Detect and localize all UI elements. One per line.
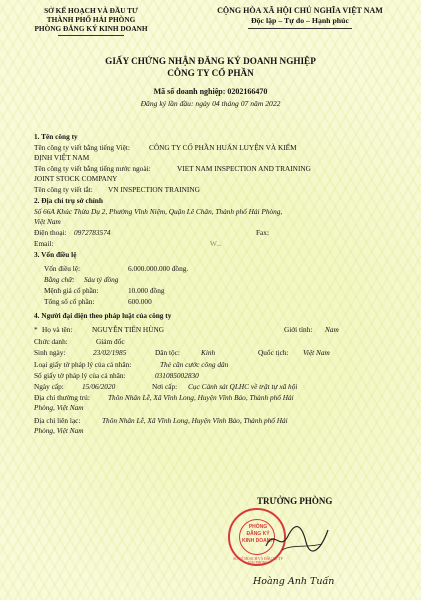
- dob-value: 23/02/1985: [93, 348, 127, 357]
- position-value: Giám đốc: [96, 337, 125, 346]
- total-shares-label: Tổng số cổ phần:: [44, 297, 95, 306]
- par-value: 10.000 đồng: [128, 286, 165, 295]
- vn-name-line-1: CÔNG TY CỔ PHẦN HUẤN LUYỆN VÀ KIỂM: [149, 143, 297, 152]
- permanent-address-line-2: Phòng, Việt Nam: [34, 403, 84, 412]
- position-label: Chức danh:: [34, 337, 68, 346]
- section-3-heading: 3. Vốn điều lệ: [34, 250, 77, 259]
- id-type-label: Loại giấy tờ pháp lý của cá nhân:: [34, 360, 132, 369]
- section-4-heading: 4. Người đại diện theo pháp luật của công ty: [34, 311, 172, 320]
- issue-date-value: 15/06/2020: [82, 382, 116, 391]
- bullet-icon: *: [34, 325, 38, 334]
- rep-name-label: Họ và tên:: [42, 325, 73, 334]
- capital-in-words-label: Bằng chữ:: [44, 275, 75, 284]
- ethnicity-label: Dân tộc:: [155, 348, 180, 357]
- dob-label: Sinh ngày:: [34, 348, 66, 357]
- phone-value: 0972783574: [74, 228, 111, 237]
- issue-place-value: Cục Cảnh sát QLHC về trật tự xã hội: [188, 382, 298, 391]
- par-value-label: Mệnh giá cổ phần:: [44, 286, 99, 295]
- permanent-address-label: Địa chỉ thường trú:: [34, 393, 90, 402]
- id-number-value: 031085002830: [155, 371, 199, 380]
- total-shares: 600.000: [128, 297, 152, 306]
- ethnicity-value: Kinh: [201, 348, 216, 357]
- section-1-heading: 1. Tên công ty: [34, 132, 78, 141]
- seal-text-3: KINH DOANH: [242, 538, 274, 544]
- vn-name-line-2: ĐỊNH VIỆT NAM: [34, 153, 90, 162]
- rep-name: NGUYỄN TIẾN HÙNG: [92, 325, 165, 334]
- contact-address-label: Địa chỉ liên lạc:: [34, 416, 81, 425]
- charter-capital-label: Vốn điều lệ:: [44, 264, 81, 273]
- issuer-line-3: PHÒNG ĐĂNG KÝ KINH DOANH: [34, 24, 148, 33]
- phone-label: Điện thoại:: [34, 228, 67, 237]
- seal-text-2: ĐĂNG KÝ: [246, 531, 270, 537]
- capital-in-words: Sáu tỷ đồng: [84, 275, 119, 284]
- issuer-divider: [58, 35, 124, 36]
- permanent-address-line-1: Thôn Nhân Lễ, Xã Vĩnh Long, Huyện Vĩnh Bảo, Thành phố Hải: [108, 393, 294, 402]
- nationality-value: Việt Nam: [303, 348, 330, 357]
- contact-address-line-1: Thôn Nhân Lễ, Xã Vĩnh Long, Huyện Vĩnh Bảo, Thành phố Hải: [102, 416, 288, 425]
- first-registration-date: Đăng ký lần đầu: ngày 04 tháng 07 năm 2022: [140, 99, 281, 108]
- gender-label: Giới tính:: [284, 325, 313, 334]
- issuer-line-2: THÀNH PHỐ HẢI PHÒNG: [46, 15, 136, 24]
- nationality-label: Quốc tịch:: [258, 348, 289, 357]
- signature-scribble: [262, 522, 332, 558]
- issuer-line-1: SỞ KẾ HOẠCH VÀ ĐẦU TƯ: [44, 6, 138, 15]
- country-name: CỘNG HÒA XÃ HỘI CHỦ NGHĨA VIỆT NAM: [217, 6, 383, 15]
- en-name-label: Tên công ty viết bằng tiếng nước ngoài:: [34, 164, 151, 173]
- en-name-line-1: VIET NAM INSPECTION AND TRAINING: [177, 164, 311, 173]
- gender-value: Nam: [325, 325, 339, 334]
- signatory-title: TRƯỞNG PHÒNG: [257, 496, 333, 506]
- short-name-label: Tên công ty viết tắt:: [34, 185, 93, 194]
- fax-label: Fax:: [256, 228, 269, 237]
- contact-address-line-2: Phòng, Việt Nam: [34, 426, 84, 435]
- seal-text-1: PHÒNG: [248, 524, 268, 530]
- motto: Độc lập – Tự do – Hạnh phúc: [251, 16, 349, 25]
- document-title: GIẤY CHỨNG NHẬN ĐĂNG KÝ DOANH NGHIỆP: [105, 56, 316, 66]
- short-name: VN INSPECTION TRAINING: [108, 185, 200, 194]
- company-type: CÔNG TY CỔ PHẦN: [167, 68, 254, 78]
- website-label: W...: [210, 239, 222, 248]
- en-name-line-2: JOINT STOCK COMPANY: [34, 174, 118, 183]
- head-office-address-line-2: Việt Nam: [34, 217, 61, 226]
- id-type-value: Thẻ căn cước công dân: [160, 360, 229, 369]
- email-label: Email:: [34, 239, 54, 248]
- enterprise-code: Mã số doanh nghiệp: 0202166470: [153, 87, 268, 96]
- issue-date-label: Ngày cấp:: [34, 382, 64, 391]
- seal-ring-text: SỞ KẾ HOẠCH VÀ ĐẦU TƯ TP HẢI PHÒNG: [233, 557, 283, 565]
- motto-divider: [248, 28, 352, 29]
- signatory-name: Hoàng Anh Tuấn: [253, 576, 335, 587]
- charter-capital: 6.000.000.000 đồng.: [128, 264, 189, 273]
- vn-name-label: Tên công ty viết bằng tiếng Việt:: [34, 143, 130, 152]
- section-2-heading: 2. Địa chỉ trụ sở chính: [34, 196, 103, 205]
- head-office-address-line-1: Số 66A Khúc Thừa Dụ 2, Phường Vĩnh Niệm, Quận Lê Chân, Thành phố Hải Phòng,: [34, 207, 283, 216]
- issue-place-label: Nơi cấp:: [152, 382, 178, 391]
- id-number-label: Số giấy tờ pháp lý của cá nhân:: [34, 371, 126, 380]
